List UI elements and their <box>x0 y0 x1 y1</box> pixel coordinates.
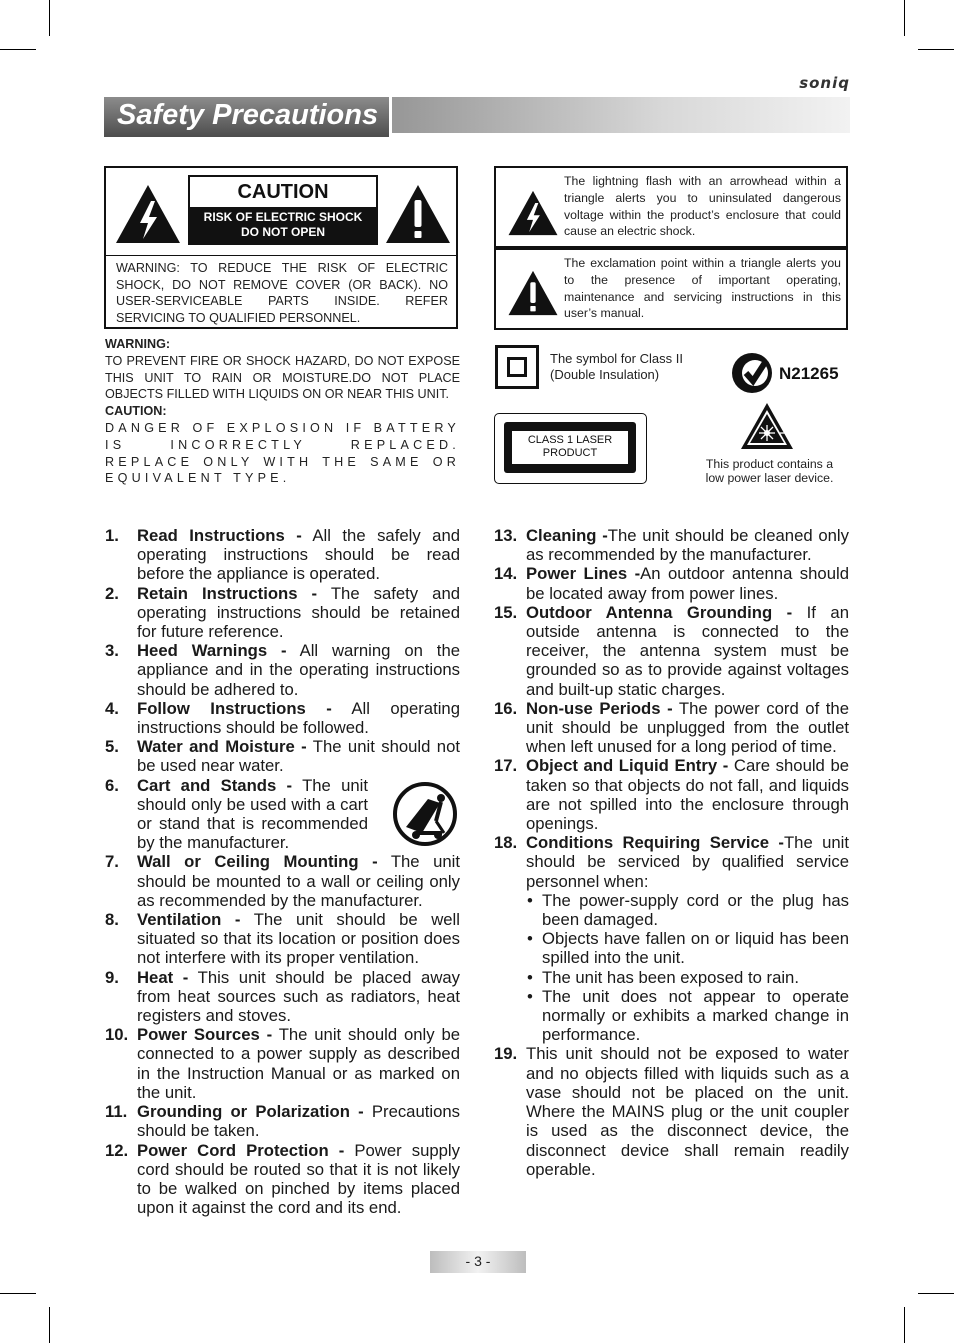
item-number: 14. <box>494 564 518 584</box>
item-text: The unit should only be used with a cart or stand that is recommended by the manufacturer. <box>137 775 368 853</box>
list-item: • The unit does not appear to operate normally or exhibits a marked change in performance. <box>526 987 849 1045</box>
item-text: The safety and operating instructions should be retained for future reference. <box>137 583 461 642</box>
list-item <box>494 699 849 757</box>
item-text: The unit should not be used near water. <box>137 737 460 776</box>
item-number: 4. <box>105 698 119 718</box>
crop-mark <box>49 0 50 36</box>
item-number: 11. <box>105 1102 128 1122</box>
lightning-symbol-text: The lightning flash with an arrowhead within a triangle alerts you to uninsulated dangerous voltage within the product’s enclosure that could cause an electric shock. <box>564 174 841 239</box>
list-item: • The unit has been exposed to rain. <box>526 968 849 987</box>
caution-text: DANGER OF EXPLOSION IF BATTERY IS INCORRECTLY REPLACED. REPLACE ONLY WITH THE SAME OR EQUIVALENT TYPE. <box>105 420 460 486</box>
item-text: All operating instructions should be followed. <box>137 698 460 738</box>
item-title: Grounding or Polarization - <box>137 1102 364 1122</box>
exclamation-symbol-text: The exclamation point within a triangle alerts you to the presence of important operating, maintenance and servicing instructions in this user’s manual. <box>564 256 841 321</box>
item-title: Heat - <box>137 967 189 987</box>
item-number: 1. <box>105 526 119 545</box>
item-title: Retain Instructions - <box>137 583 318 603</box>
exclamation-triangle-icon <box>384 183 452 245</box>
laser-caption: This product contains a low power laser device. <box>705 457 834 485</box>
list-item: • Objects have fallen on or liquid has been spilled into the unit. <box>526 929 849 967</box>
item-text: Precautions should be taken. <box>137 1102 460 1141</box>
item-text: Care should be taken so that objects do not fall, and liquids are not spilled into the enclosure through openings. <box>526 756 850 834</box>
list-item <box>494 756 849 833</box>
caution-title: CAUTION <box>237 181 329 203</box>
item-number: 9. <box>105 967 119 987</box>
item-text: The power cord of the unit should be unplugged from the outlet when left unused for a long period of time. <box>526 698 849 757</box>
crop-mark <box>0 49 36 50</box>
item-text: The unit should be mounted to a wall or ceiling only as recommended by the manufacturer. <box>137 852 460 910</box>
item-text: The unit should be serviced by qualified service personnel when: <box>526 833 849 891</box>
item-title: Ventilation - <box>137 910 241 930</box>
caution-label-top <box>106 168 456 256</box>
item-text: All the safely and operating instructions should be read before the appliance is operated. <box>137 526 461 584</box>
item-title: Follow Instructions - <box>137 698 332 718</box>
laser-product-label <box>494 413 647 484</box>
laser-warning-triangle-icon <box>739 401 795 451</box>
item-title: Wall or Ceiling Mounting - <box>137 852 378 872</box>
service-conditions-list <box>526 891 849 1045</box>
item-text: If an outside antenna is connected to the receiver, the antenna system must be grounded so as to provide against voltages and built-up static charges. <box>526 602 849 699</box>
caution-panel <box>188 175 378 245</box>
page-number: - 3 - <box>465 1253 491 1269</box>
list-item <box>494 603 849 699</box>
brand-logo: soniq <box>799 74 850 92</box>
laser-label-frame <box>504 422 636 473</box>
caution-label <box>104 166 458 329</box>
crop-mark <box>904 1307 905 1343</box>
instructions-left-column <box>105 526 460 1217</box>
caution-warning-text: WARNING: TO REDUCE THE RISK OF ELECTRIC SHOCK, DO NOT REMOVE COVER (OR BACK). NO USER-SERVICEABLE PARTS INSIDE. REFER SERVICING TO QUALIFIED PERSONNEL. <box>116 261 448 325</box>
warning-text: TO PREVENT FIRE OR SHOCK HAZARD, DO NOT EXPOSE THIS UNIT TO RAIN OR MOISTURE.DO NOT PLACE OBJECTS FILLED WITH LIQUIDS ON OR NEAR THIS UNIT. <box>105 353 460 402</box>
item-text: This unit should be placed away from heat sources such as radiators, heat registers and stoves. <box>137 967 460 1026</box>
item-number: 3. <box>105 641 119 661</box>
crop-mark <box>49 1307 50 1343</box>
item-title: Power Cord Protection - <box>137 1140 345 1160</box>
warning-heading: WARNING: <box>105 337 171 351</box>
list-item <box>105 910 460 968</box>
item-number: 2. <box>105 583 119 603</box>
item-number: 16. <box>494 698 518 718</box>
item-title: Read Instructions - <box>137 526 302 545</box>
caution-heading: CAUTION: <box>105 404 167 419</box>
list-item <box>105 526 460 584</box>
list-item <box>105 737 460 775</box>
crop-mark <box>904 0 905 36</box>
c-tick-compliance-icon <box>730 351 774 395</box>
item-text: An outdoor antenna should be located away from power lines. <box>526 564 849 603</box>
cart-tipover-icon <box>392 781 458 847</box>
item-title: Cart and Stands - <box>137 775 293 795</box>
list-item <box>105 584 460 642</box>
item-title: Heed Warnings - <box>137 641 287 661</box>
risk-line: DO NOT OPEN <box>240 225 325 239</box>
item-text: All warning on the appliance and in the operating instructions should be adhered to. <box>137 641 461 699</box>
laser-label-text <box>512 431 628 464</box>
list-item <box>105 1141 460 1218</box>
list-item <box>494 1044 849 1178</box>
warning-block <box>105 336 460 487</box>
item-title: Conditions Requiring Service - <box>526 833 784 853</box>
lightning-symbol-box <box>494 166 848 248</box>
item-title: Outdoor Antenna Grounding - <box>526 602 793 622</box>
item-title: Cleaning - <box>526 526 608 545</box>
item-text: The unit should only be connected to a power supply as described in the Instruction Manual or as marked on the unit. <box>137 1025 461 1102</box>
class2-inner-square <box>507 357 527 377</box>
item-number: 8. <box>105 910 119 930</box>
item-number: 6. <box>105 775 119 795</box>
item-number: 7. <box>105 852 119 872</box>
item-number: 10. <box>105 1025 129 1045</box>
crop-mark <box>918 1293 954 1294</box>
item-title: Object and Liquid Entry - <box>526 756 729 776</box>
item-number: 12. <box>105 1140 129 1160</box>
item-title: Power Lines - <box>526 564 641 584</box>
compliance-code: N21265 <box>779 364 839 383</box>
page-title: Safety Precautions <box>117 99 379 131</box>
risk-line: RISK OF ELECTRIC SHOCK <box>203 210 363 224</box>
list-item <box>494 833 849 1044</box>
item-title: Power Sources - <box>137 1025 273 1045</box>
laser-label-line: CLASS 1 LASER <box>527 434 613 446</box>
list-item <box>494 526 849 564</box>
class2-double-insulation-icon <box>495 345 539 389</box>
item-title: Water and Moisture - <box>137 737 307 757</box>
item-number: 5. <box>105 737 119 757</box>
item-number: 17. <box>494 756 518 776</box>
item-text: The unit should be well situated so that its location or position does not interfere with its proper ventilation. <box>137 910 460 968</box>
list-item: • The power-supply cord or the plug has been damaged. <box>526 891 849 929</box>
list-item <box>105 641 460 699</box>
item-title: Non-use Periods - <box>526 698 673 718</box>
item-number: 13. <box>494 526 518 545</box>
lightning-triangle-icon <box>507 189 559 237</box>
list-item <box>105 1102 460 1140</box>
list-item <box>105 852 460 910</box>
exclamation-triangle-icon <box>507 269 559 317</box>
lightning-triangle-icon <box>114 183 182 245</box>
class2-text: The symbol for Class II (Double Insulation) <box>550 351 683 382</box>
item-number: 15. <box>494 602 518 622</box>
list-item <box>105 699 460 737</box>
item-text: The unit should be cleaned only as recommended by the manufacturer. <box>526 526 849 565</box>
exclamation-symbol-box <box>494 248 848 330</box>
list-item <box>105 1025 460 1102</box>
instructions-right-column <box>494 526 849 1179</box>
item-text: Power supply cord should be routed so that it is not likely to be walked on pinched by items placed upon it against the cord and its end. <box>137 1140 460 1218</box>
caution-risk-text <box>190 207 376 243</box>
crop-mark <box>918 49 954 50</box>
item-number: 19. <box>494 1044 518 1064</box>
crop-mark <box>0 1293 36 1294</box>
list-item <box>105 968 460 1026</box>
list-item <box>494 564 849 602</box>
item-number: 18. <box>494 833 518 853</box>
laser-label-line: PRODUCT <box>542 447 598 459</box>
item-text: This unit should not be exposed to water and no objects filled with liquids such as a vase should not be placed on the unit. Where the MAINS plug or the unit coupler is used as the disconnect device, the disconnect device shall remain readily operable. <box>526 1044 849 1179</box>
